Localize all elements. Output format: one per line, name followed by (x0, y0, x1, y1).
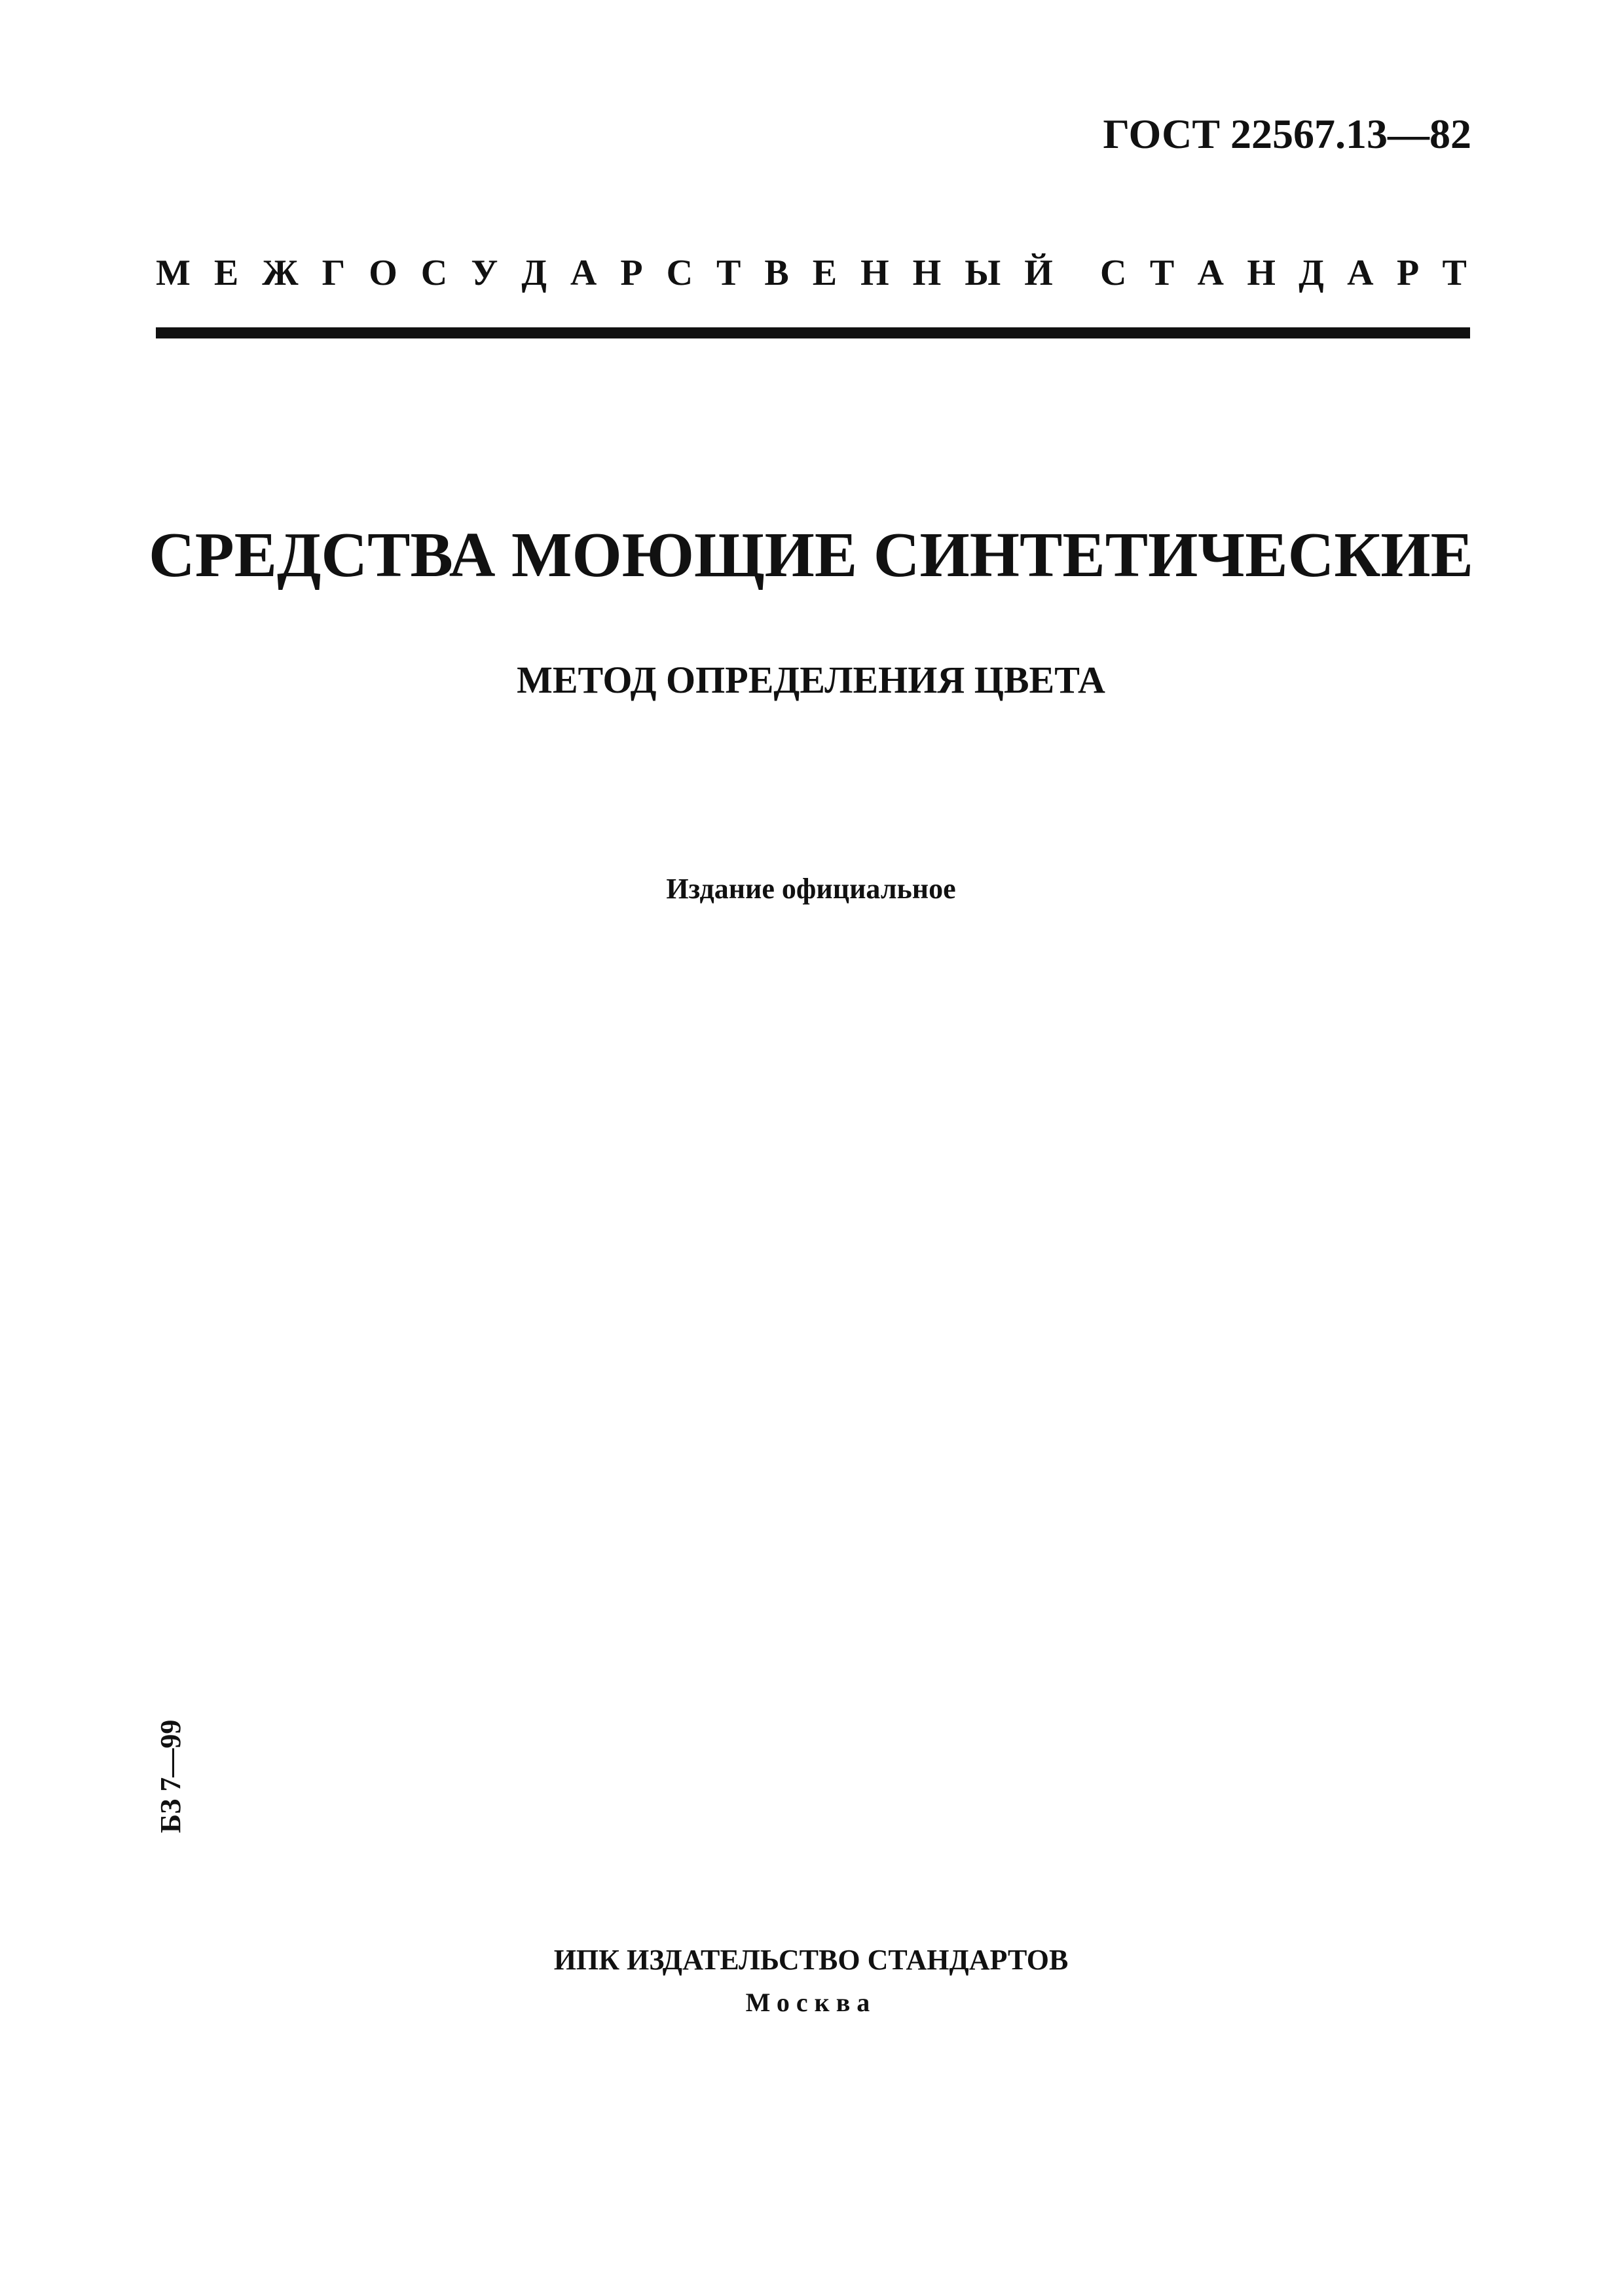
standard-type-letter: Е (812, 253, 838, 293)
standard-type-letter: Т (1149, 253, 1175, 293)
standard-type-letter: Г (322, 253, 346, 293)
publisher-name: ИПК ИЗДАТЕЛЬСТВО СТАНДАРТОВ (553, 1944, 1069, 1976)
standard-type-letter: О (369, 253, 397, 293)
standard-type-letter: С (420, 253, 448, 293)
publisher-city: Москва (745, 1988, 877, 2017)
standard-type-letter: Н (860, 253, 889, 293)
standard-type-letter: Т (716, 253, 741, 293)
standard-type-letter: У (471, 253, 498, 293)
document-title: СРЕДСТВА МОЮЩИЕ СИНТЕТИЧЕСКИЕ (148, 520, 1474, 591)
standard-type-letter: А (1347, 253, 1374, 293)
standard-type-letter: Д (1299, 253, 1324, 293)
standard-type-letter: Ж (262, 253, 299, 293)
standard-type-letter: Е (213, 253, 239, 293)
standard-type-letter: Н (1247, 253, 1276, 293)
standard-type-word-standard (1100, 252, 1467, 294)
standard-type-letter: Р (620, 253, 643, 293)
gost-number: ГОСТ 22567.13—82 (1103, 111, 1471, 157)
standard-type-word-interstate (156, 252, 1053, 294)
standard-type-letter: А (1197, 253, 1224, 293)
header-divider (156, 327, 1470, 338)
standard-type-letter: В (764, 253, 789, 293)
standard-type-letter: Д (521, 253, 547, 293)
standard-type-letter: С (1100, 253, 1127, 293)
edition-label: Издание официальное (666, 873, 956, 905)
side-catalog-code: БЗ 7—99 (155, 1719, 187, 1833)
standard-type-letter: С (666, 253, 693, 293)
standard-type-letter: М (156, 253, 191, 293)
standard-type-letter: А (570, 253, 597, 293)
standard-type-letter: Н (912, 253, 942, 293)
standard-type-heading (156, 252, 1467, 294)
standard-type-letter: Т (1442, 253, 1467, 293)
standard-type-letter: Й (1024, 253, 1053, 293)
document-subtitle: МЕТОД ОПРЕДЕЛЕНИЯ ЦВЕТА (517, 659, 1105, 701)
standard-type-letter: Ы (965, 253, 1001, 293)
standard-type-letter: Р (1396, 253, 1420, 293)
